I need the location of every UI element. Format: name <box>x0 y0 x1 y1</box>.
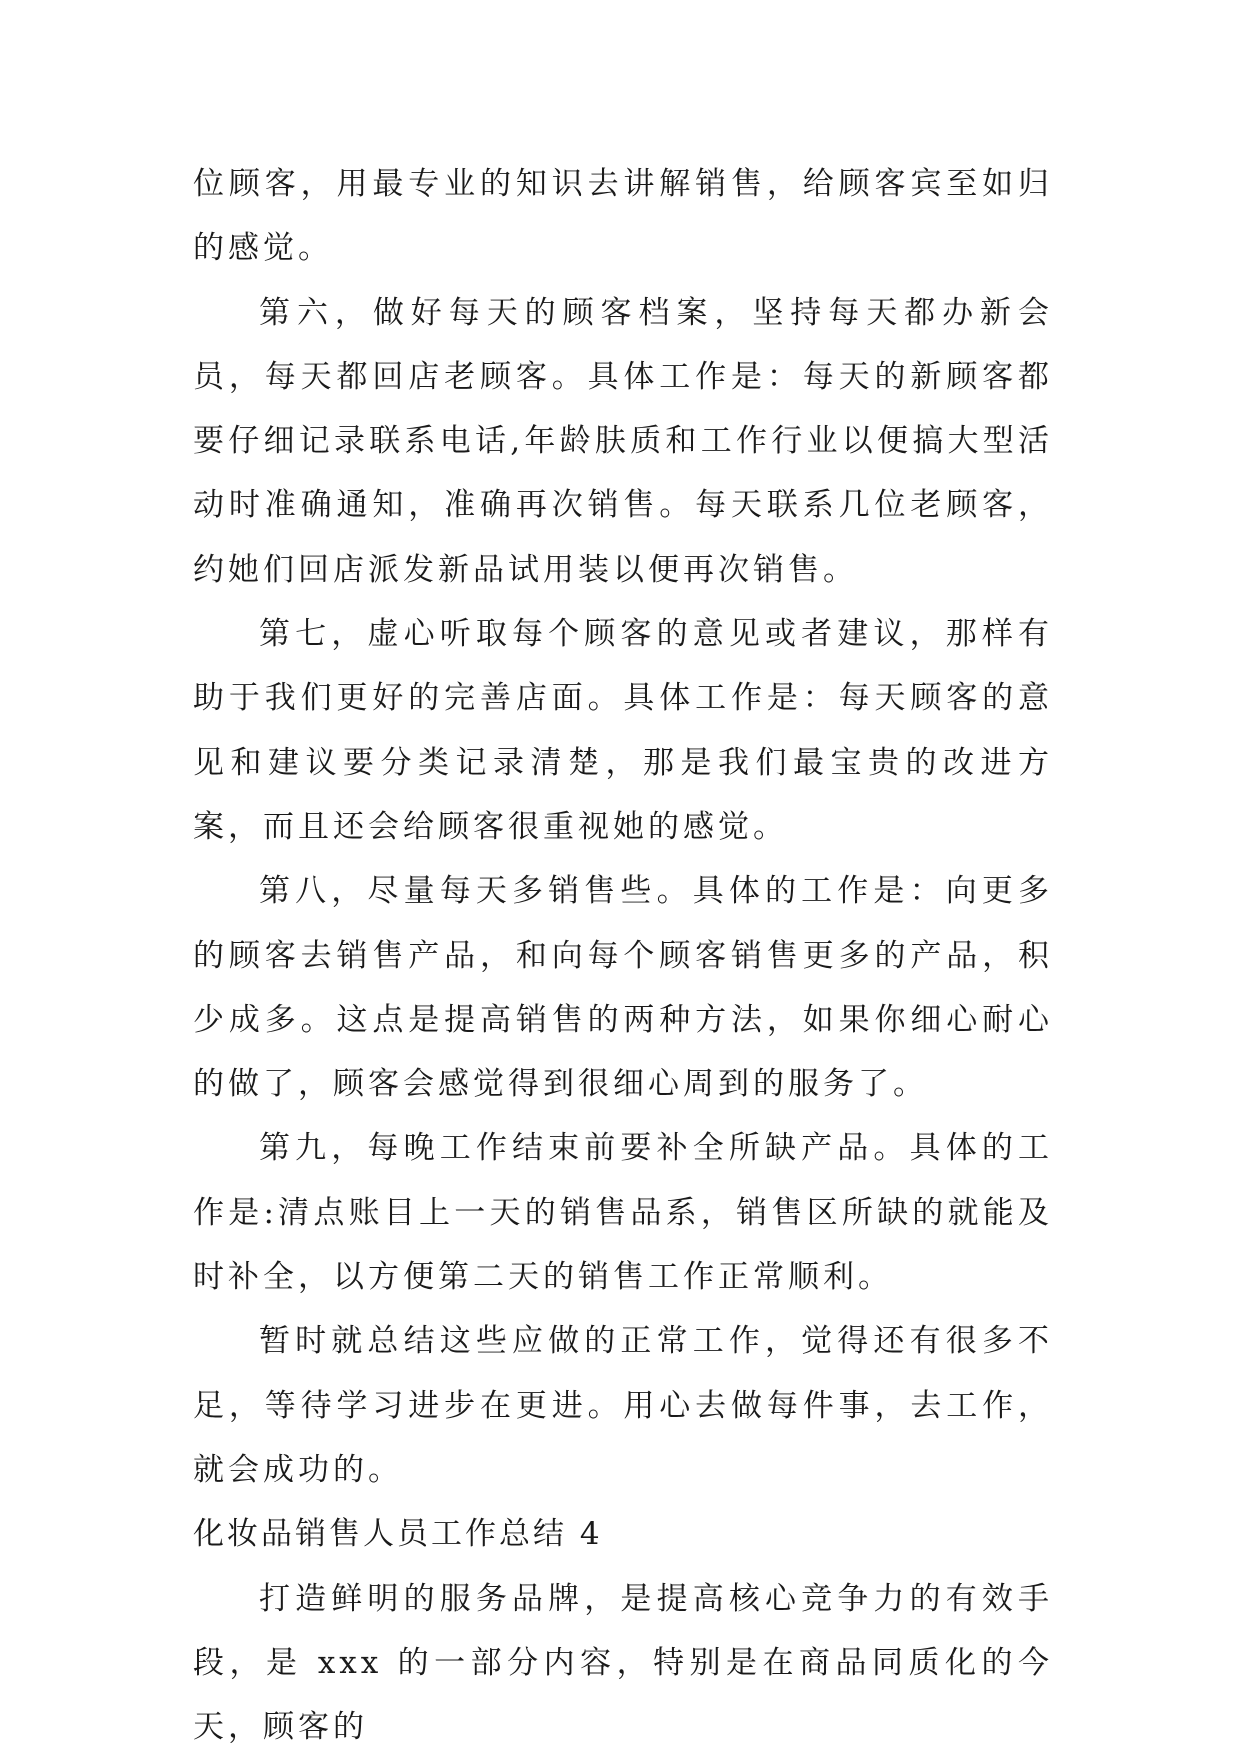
paragraph-summary: 暂时就总结这些应做的正常工作，觉得还有很多不足，等待学习进步在更进。用心去做每件事，去工作，就会成功的。 <box>193 1323 1053 1488</box>
paragraph-seventh: 第七，虚心听取每个顾客的意见或者建议，那样有助于我们更好的完善店面。具体工作是：每天顾客的意见和建议要分类记录清楚，那是我们最宝贵的改进方案，而且还会给顾客很重视她的感觉。 <box>193 616 1053 845</box>
paragraph-continued: 位顾客，用最专业的知识去讲解销售，给顾客宾至如归的感觉。 <box>193 166 1053 267</box>
paragraph-service-brand: 打造鲜明的服务品牌，是提高核心竞争力的有效手段，是 xxx 的一部分内容，特别是在商品同质化的今天，顾客的 <box>193 1580 1053 1746</box>
paragraph-sixth: 第六，做好每天的顾客档案，坚持每天都办新会员，每天都回店老顾客。具体工作是：每天的新顾客都要仔细记录联系电话,年龄肤质和工作行业以便搞大型活动时准确通知，准确再次销售。每天联系几位老顾客，约她们回店派发新品试用装以便再次销售。 <box>193 294 1053 588</box>
paragraph-eighth: 第八，尽量每天多销售些。具体的工作是：向更多的顾客去销售产品，和向每个顾客销售更多的产品，积少成多。这点是提高销售的两种方法，如果你细心耐心的做了，顾客会感觉得到很细心周到的服务了。 <box>193 873 1053 1103</box>
section-heading: 化妆品销售人员工作总结 4 <box>193 1516 603 1553</box>
paragraph-ninth: 第九，每晚工作结束前要补全所缺产品。具体的工作是:清点账目上一天的销售品系，销售区所缺的就能及时补全，以方便第二天的销售工作正常顺利。 <box>193 1130 1053 1296</box>
document-body <box>193 152 1053 1759</box>
